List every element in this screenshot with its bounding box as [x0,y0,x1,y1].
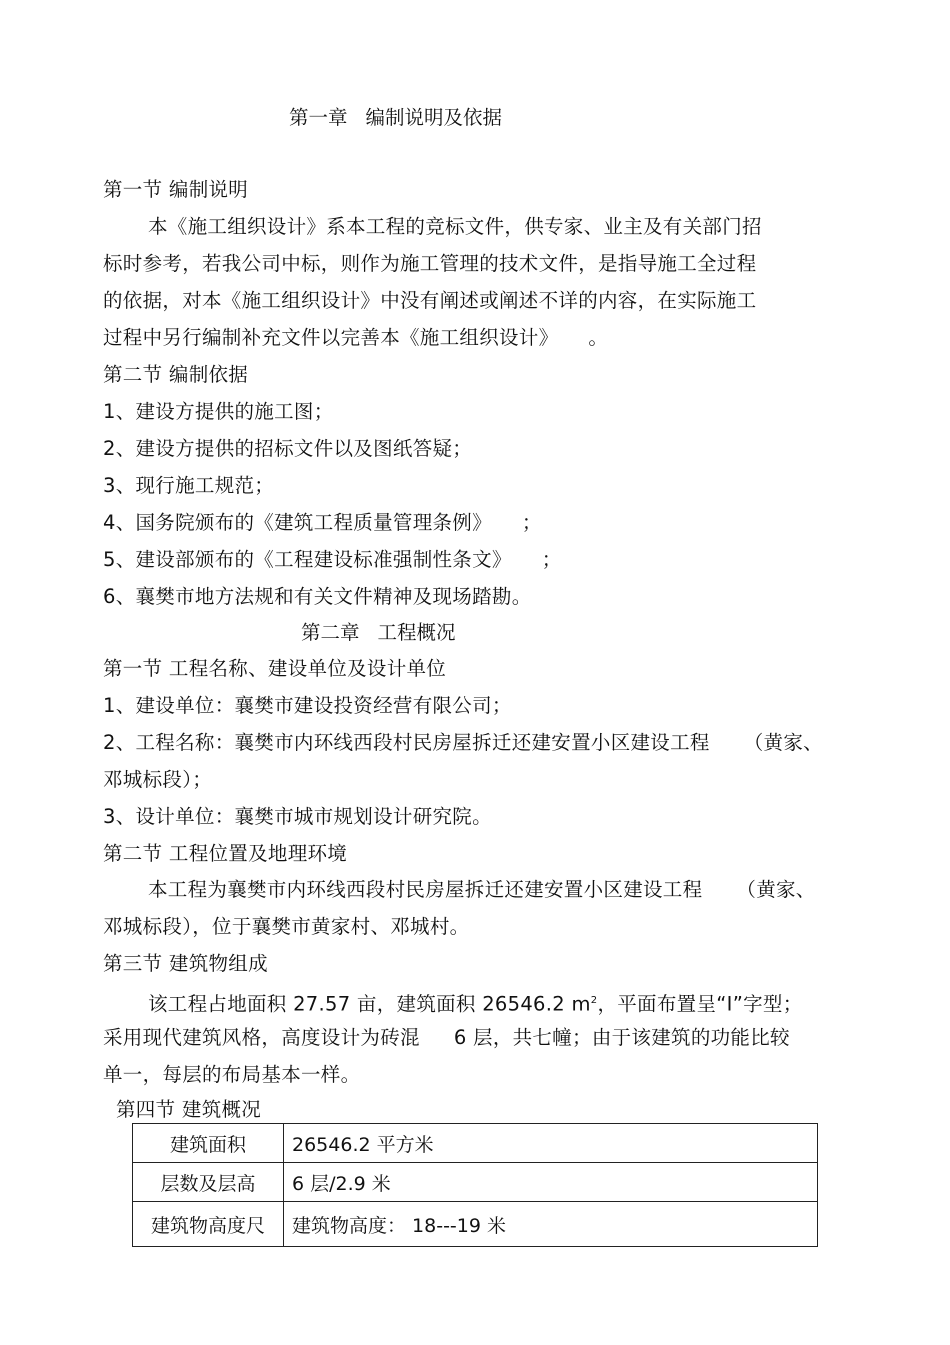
list-item: 6、襄樊市地方法规和有关文件精神及现场踏勘。 [103,585,532,608]
table-row [133,1202,818,1247]
paragraph-text: 过程中另行编制补充文件以完善本《施工组织设计》 [103,326,559,349]
paragraph-line: 的依据，对本《施工组织设计》中没有阐述或阐述不详的内容，在实际施工 [103,289,757,312]
section-heading: 第二节 工程位置及地理环境 [103,842,348,865]
paragraph-text-tail: ，平面布置呈“I”字型； [597,992,803,1016]
paragraph-line [103,1025,790,1051]
chapter2-num: 第二章 [301,621,360,644]
paragraph-line [148,877,816,903]
list-item [103,730,823,756]
paragraph-text: 采用现代建筑风格，高度设计为砖混 [103,1026,420,1049]
table-key: 建筑物高度尺 [133,1202,284,1247]
paragraph-text: 本工程为襄樊市内环线西段村民房屋拆迁还建安置小区建设工程 [148,878,703,901]
superscript: 2 [590,995,598,1006]
table-row [133,1163,818,1202]
chapter2-name: 工程概况 [377,621,456,644]
list-item [103,547,562,573]
section-heading: 第四节 建筑概况 [116,1098,262,1121]
paragraph-line: 本《施工组织设计》系本工程的竞标文件，供专家、业主及有关部门招 [148,215,762,238]
table-key: 建筑面积 [133,1124,284,1163]
building-overview-table [132,1123,818,1247]
list-item-text: 5、建设部颁布的《工程建设标准强制性条文》 [103,548,512,571]
chapter1-name: 编制说明及依据 [365,106,503,129]
list-item: 邓城标段）； [103,768,213,791]
table-key: 层数及层高 [133,1163,284,1202]
paragraph-line: 单一，每层的布局基本一样。 [103,1063,361,1086]
table-row [133,1124,818,1163]
list-item: 3、现行施工规范； [103,474,275,497]
section-heading: 第一节 编制说明 [103,178,249,201]
list-item [103,510,542,536]
paragraph-line: 邓城标段），位于襄樊市黄家村、邓城村。 [103,915,470,938]
paragraph-line [103,325,608,351]
paragraph-text-tail: （黄家、 [736,878,816,901]
table-value: 6 层/2.9 米 [284,1163,818,1202]
list-item: 1、建设方提供的施工图； [103,400,334,423]
list-item-semicolon: ； [521,511,542,534]
chapter1-num: 第一章 [289,106,348,129]
paragraph-text: 该工程占地面积 27.57 亩，建筑面积 26546.2 m [148,992,591,1016]
list-item-text: 2、工程名称：襄樊市内环线西段村民房屋拆迁还建安置小区建设工程 [103,731,710,754]
table-value: 26546.2 平方米 [284,1124,818,1163]
table-value: 建筑物高度： 18---19 米 [284,1202,818,1247]
section-heading: 第一节 工程名称、建设单位及设计单位 [103,657,447,680]
list-item-text-tail: （黄家、 [743,731,823,754]
paragraph-text-tail: 6 层，共七幢；由于该建筑的功能比较 [453,1026,790,1049]
chapter1-title [289,105,502,131]
list-item: 1、建设单位：襄樊市建设投资经营有限公司； [103,694,512,717]
section-heading: 第二节 编制依据 [103,363,249,386]
section-heading: 第三节 建筑物组成 [103,952,268,975]
paragraph-period: 。 [588,326,609,349]
paragraph-line [148,988,803,1018]
chapter2-title [301,620,456,646]
list-item-text: 4、国务院颁布的《建筑工程质量管理条例》 [103,511,492,534]
list-item: 2、建设方提供的招标文件以及图纸答疑； [103,437,473,460]
paragraph-line: 标时参考，若我公司中标，则作为施工管理的技术文件，是指导施工全过程 [103,252,757,275]
list-item-semicolon: ； [541,548,562,571]
list-item: 3、设计单位：襄樊市城市规划设计研究院。 [103,805,492,828]
